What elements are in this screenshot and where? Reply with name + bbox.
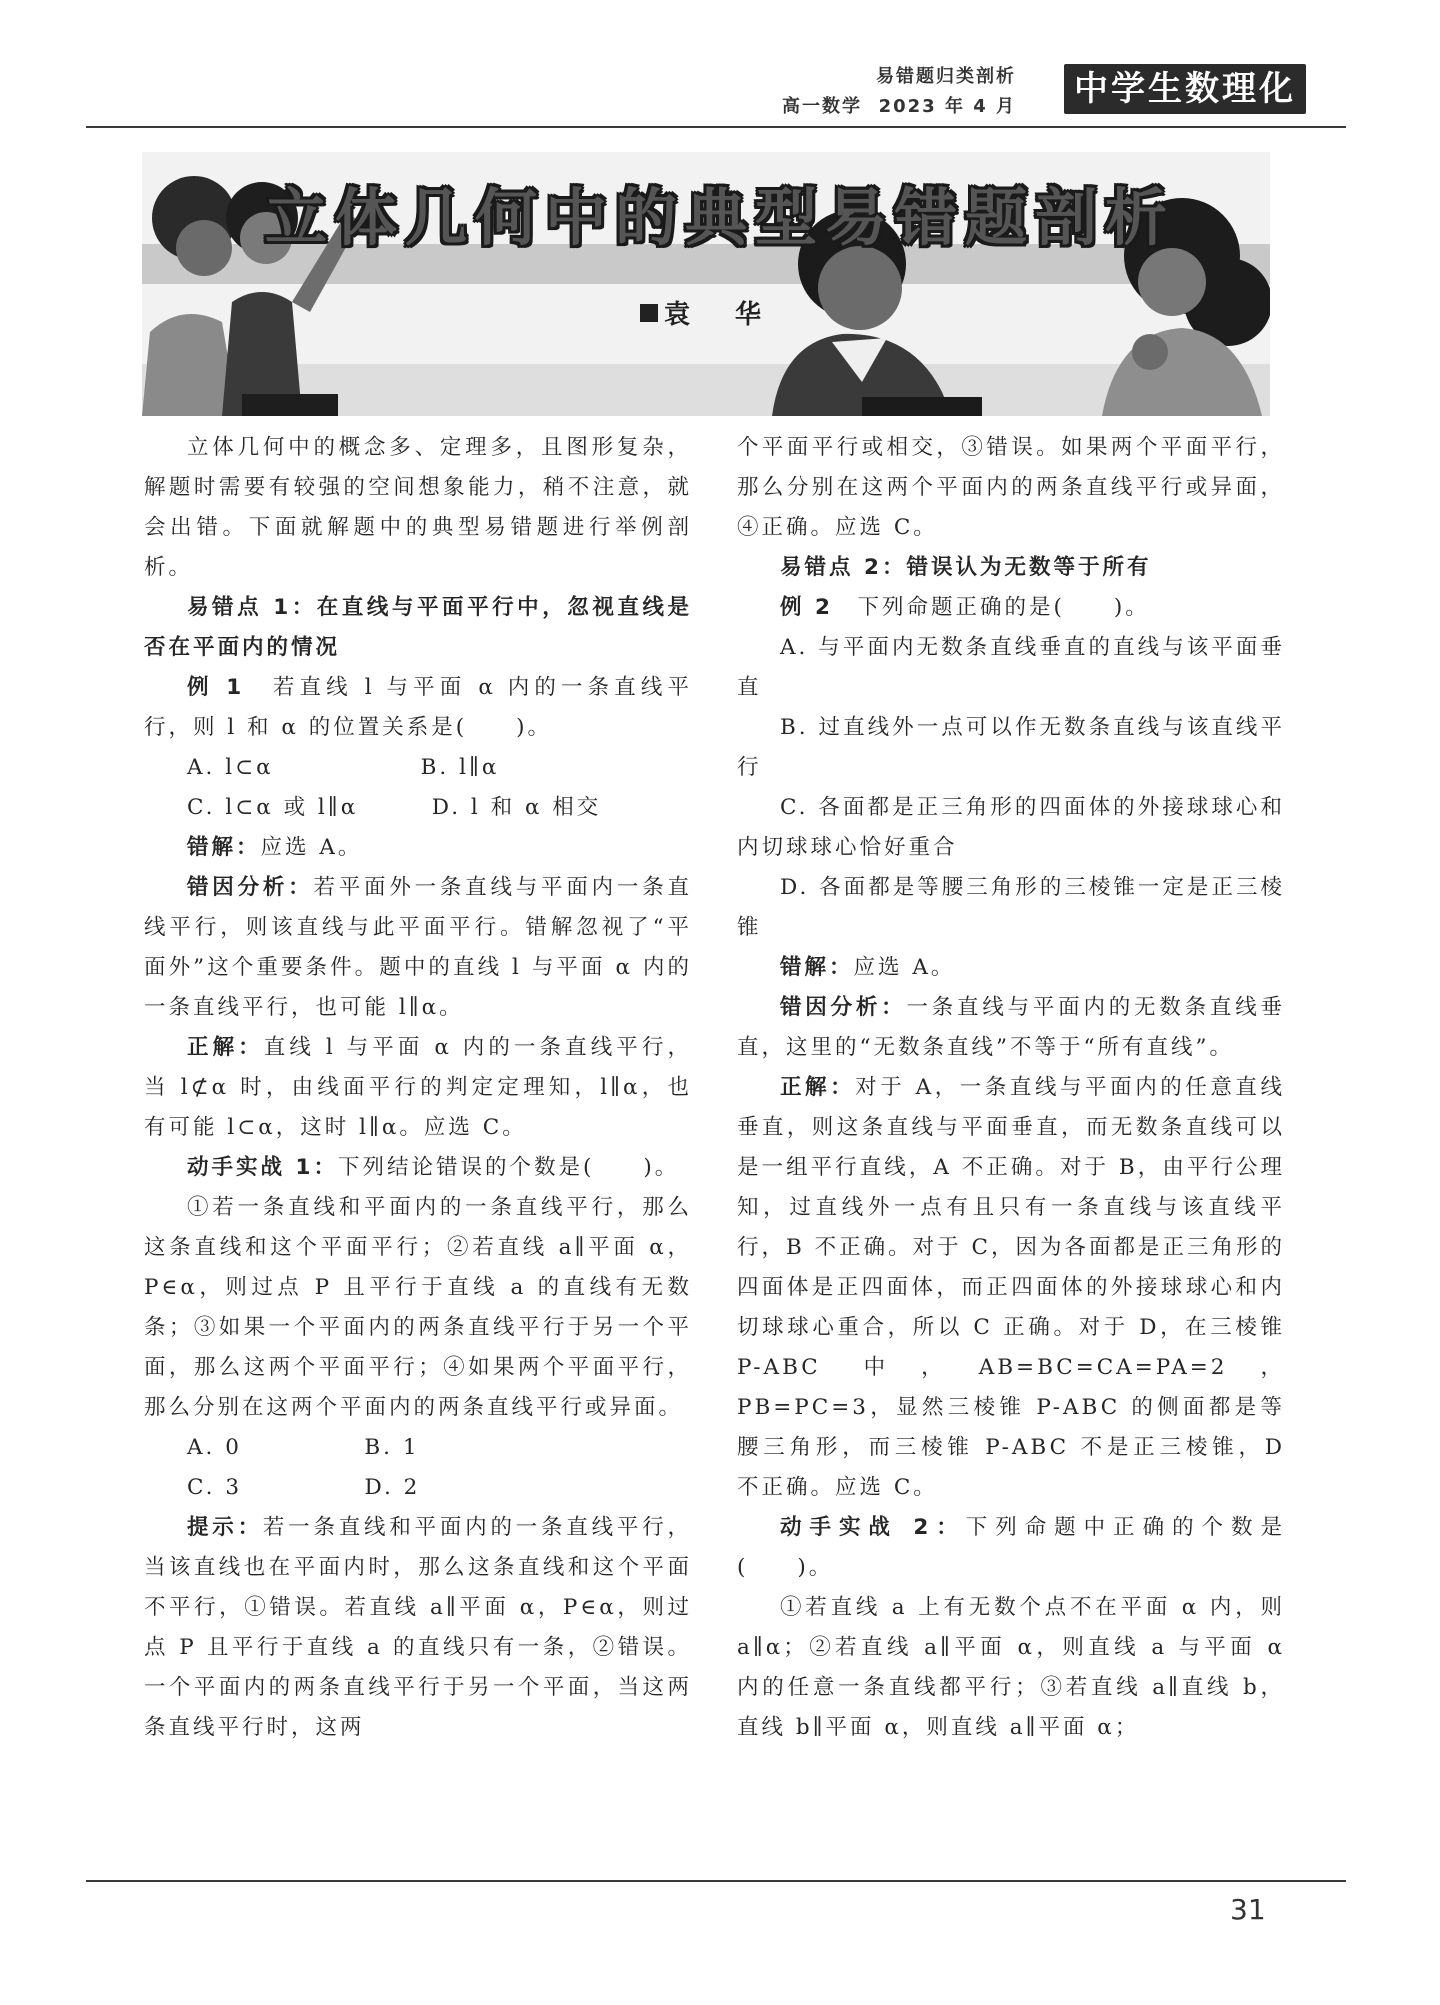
paragraph bbox=[737, 428, 1285, 548]
paragraph-label: 正解： bbox=[187, 1035, 264, 1060]
author-square-mark bbox=[640, 304, 658, 322]
paragraph-label: 错因分析： bbox=[187, 875, 314, 900]
paragraph-label: 错解： bbox=[780, 955, 854, 980]
issue-info bbox=[782, 92, 1016, 122]
paragraph-text: A. 与平面内无数条直线垂直的直线与该平面垂直 bbox=[737, 635, 1285, 700]
paragraph bbox=[144, 428, 692, 588]
paragraph-text: ①若一条直线和平面内的一条直线平行，那么这条直线和这个平面平行；②若直线 a∥平面 α，P∈α，则过点 P 且平行于直线 a 的直线有无数条；③如果一个平面内的两条直线平行于另一个平面，那么这两个平面平行；④如果两个平面平行，那么分别在这两个平面内的两条直线平行或异面。 bbox=[144, 1195, 692, 1420]
paragraph bbox=[144, 1148, 692, 1188]
answer-options: A. 0 B. 1 bbox=[187, 1435, 420, 1460]
left-column bbox=[144, 428, 692, 1748]
paragraph bbox=[144, 1188, 692, 1428]
page-footer-rule bbox=[86, 1880, 1346, 1882]
paragraph-text: D. 各面都是等腰三角形的三棱锥一定是正三棱锥 bbox=[737, 875, 1285, 940]
paragraph bbox=[737, 868, 1285, 948]
magazine-logo: 中学生数理化 bbox=[1064, 64, 1306, 114]
paragraph-text: C. 各面都是正三角形的四面体的外接球球心和内切球球心恰好重合 bbox=[737, 795, 1285, 860]
paragraph-label: 正解： bbox=[780, 1075, 856, 1100]
paragraph-label: 易错点 2：错误认为无数等于所有 bbox=[780, 555, 1152, 580]
paragraph bbox=[144, 1028, 692, 1148]
paragraph bbox=[737, 1588, 1285, 1748]
paragraph bbox=[737, 548, 1285, 588]
grade-label: 高一数学 bbox=[782, 96, 863, 117]
paragraph-text: 一条直线与平面内的无数条直线垂直，这里的“无数条直线”不等于“所有直线”。 bbox=[737, 995, 1285, 1060]
paragraph bbox=[737, 628, 1285, 708]
paragraph-label: 动手实战 1： bbox=[187, 1155, 338, 1180]
paragraph-text: 个平面平行或相交，③错误。如果两个平面平行，那么分别在这两个平面内的两条直线平行或异面，④正确。应选 C。 bbox=[737, 435, 1285, 540]
answer-options: A. l⊂α B. l∥α bbox=[187, 755, 500, 780]
paragraph bbox=[737, 948, 1285, 988]
author-name: 袁 华 bbox=[664, 300, 780, 330]
paragraph-label: 错因分析： bbox=[780, 995, 907, 1020]
paragraph-text: 若一条直线和平面内的一条直线平行，当该直线也在平面内时，那么这条直线和这个平面不平行，①错误。若直线 a∥平面 α，P∈α，则过点 P 且平行于直线 a 的直线只有一条，②错误。一个平面内的两条直线平行于另一个平面，当这两条直线平行时，这两 bbox=[144, 1515, 692, 1740]
paragraph bbox=[144, 668, 692, 748]
paragraph-label: 例 1 bbox=[187, 675, 245, 700]
paragraph bbox=[737, 588, 1285, 628]
paragraph-label: 错解： bbox=[187, 835, 261, 860]
paragraph-label: 提示： bbox=[187, 1515, 263, 1540]
paragraph-label: 动手实战 2： bbox=[780, 1515, 966, 1540]
paragraph bbox=[144, 588, 692, 668]
paragraph-text: 下列结论错误的个数是( )。 bbox=[337, 1155, 680, 1180]
paragraph-text: 下列命题中正确的个数是( )。 bbox=[737, 1515, 1285, 1580]
paragraph bbox=[737, 708, 1285, 788]
paragraph-text: 对于 A，一条直线与平面内的任意直线垂直，则这条直线与平面垂直，而无数条直线可以是一组平行直线，A 不正确。对于 B，由平行公理知，过直线外一点有且只有一条直线与该直线平行，B 不正确。对于 C，因为各面都是正三角形的四面体是正四面体，而正四面体的外接球球心和内切球球心重合，所以 C 正确。对于 D，在三棱锥 P-ABC 中，AB=BC=CA=PA=2，PB=PC=3，显然三棱锥 P-ABC 的侧面都是等腰三角形，而三棱锥 P-ABC 不是正三棱锥，D 不正确。应选 C。 bbox=[737, 1075, 1285, 1500]
paragraph-text: B. 过直线外一点可以作无数条直线与该直线平行 bbox=[737, 715, 1285, 780]
paragraph bbox=[737, 788, 1285, 868]
paragraph bbox=[737, 1068, 1285, 1508]
article-title: 立体几何中的典型易错题剖析 bbox=[264, 181, 1175, 254]
paragraph bbox=[737, 988, 1285, 1068]
paragraph-text: 若直线 l 与平面 α 内的一条直线平行，则 l 和 α 的位置关系是( )。 bbox=[144, 675, 693, 740]
right-column bbox=[737, 428, 1285, 1748]
paragraph bbox=[144, 828, 692, 868]
paragraph-text: 应选 A。 bbox=[853, 955, 956, 980]
answer-options: C. 3 D. 2 bbox=[187, 1475, 421, 1500]
page-number: 31 bbox=[1230, 1893, 1266, 1926]
paragraph-text: 直线 l 与平面 α 内的一条直线平行，当 l⊄α 时，由线面平行的判定定理知，l∥α，也有可能 l⊂α，这时 l∥α。应选 C。 bbox=[144, 1035, 692, 1140]
article-author bbox=[640, 294, 779, 331]
answer-options: C. l⊂α 或 l∥α D. l 和 α 相交 bbox=[187, 795, 602, 820]
issue-date: 2023 年 4 月 bbox=[878, 96, 1016, 117]
paragraph-text: 立体几何中的概念多、定理多，且图形复杂，解题时需要有较强的空间想象能力，稍不注意，就会出错。下面就解题中的典型易错题进行举例剖析。 bbox=[144, 435, 692, 580]
header-info bbox=[782, 62, 1016, 122]
paragraph-text: 应选 A。 bbox=[260, 835, 363, 860]
paragraph-text: 下列命题正确的是( )。 bbox=[832, 595, 1150, 620]
paragraph bbox=[737, 1508, 1285, 1588]
paragraph bbox=[144, 1508, 692, 1748]
paragraph-label: 例 2 bbox=[780, 595, 833, 620]
column-name: 易错题归类剖析 bbox=[876, 66, 1016, 87]
paragraph bbox=[144, 868, 692, 1028]
paragraph-label: 易错点 1：在直线与平面平行中，忽视直线是否在平面内的情况 bbox=[144, 595, 692, 660]
paragraph-text: 若平面外一条直线与平面内一条直线平行，则该直线与此平面平行。错解忽视了“平面外”这个重要条件。题中的直线 l 与平面 α 内的一条直线平行，也可能 l∥α。 bbox=[144, 875, 692, 1020]
page-header bbox=[86, 60, 1346, 128]
paragraph-text: ①若直线 a 上有无数个点不在平面 α 内，则 a∥α；②若直线 a∥平面 α，则直线 a 与平面 α 内的任意一条直线都平行；③若直线 a∥直线 b，直线 b∥平面 α，则直线 a∥平面 α； bbox=[737, 1595, 1285, 1740]
